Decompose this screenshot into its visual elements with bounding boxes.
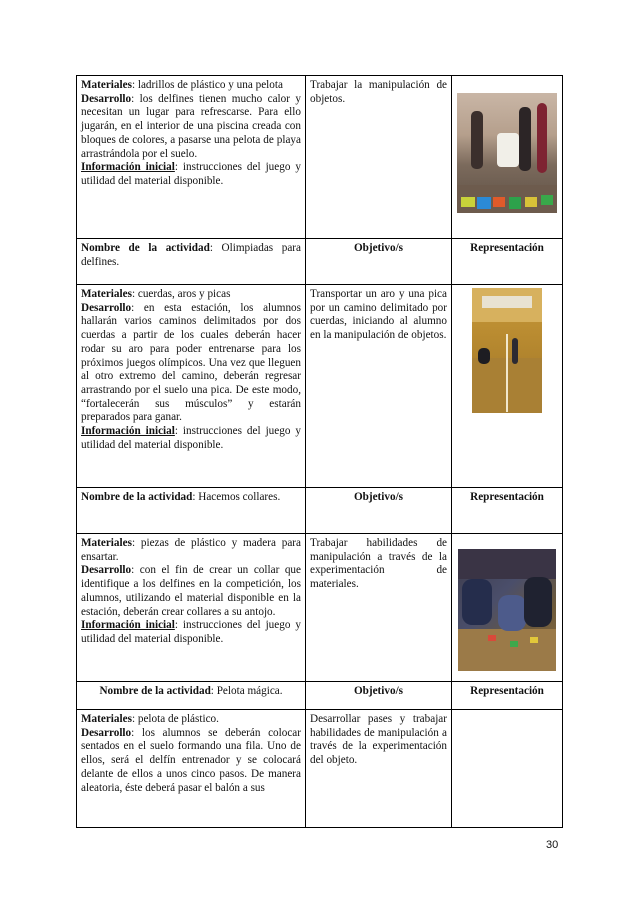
activities-table [76, 75, 563, 828]
materials-label: Materiales [81, 713, 132, 725]
materials-label: Materiales [81, 79, 132, 91]
development-label: Desarrollo [81, 301, 132, 314]
development-label: Desarrollo [81, 92, 132, 105]
activity-header-row [77, 682, 563, 710]
page-number: 30 [546, 839, 559, 851]
objective-cell [306, 534, 452, 682]
activity-name-text: : Olimpiadas para delfines. [81, 242, 302, 268]
development-text: : los delfines tienen mucho calor y necesitan un lugar para refrescarse. Para ello jugarán, en el interior de una piscina creada con bloques de colores, a pasarse una pelota de playa arrastrándola por el suelo. [81, 92, 301, 160]
activity-name-cell [77, 682, 306, 710]
representation-header: Representación [452, 488, 563, 534]
representation-header: Representación [452, 682, 563, 710]
activity-row [77, 285, 563, 488]
development-label: Desarrollo [81, 564, 132, 577]
objective-cell [306, 285, 452, 488]
objective-text: Trabajar la manipulación de objetos. [310, 79, 447, 105]
photo-children-on-floor [458, 549, 556, 671]
objective-header: Objetivo/s [306, 488, 452, 534]
development-text: : los alumnos se deberán colocar sentados en el suelo formando una fila. Uno de ellos, será el delfín entrenador y se colocará delante de ellos a unos cinco pasos. De manera aleatoria, éste deberá pasar el balón a sus [81, 726, 301, 794]
objective-header: Objetivo/s [306, 682, 452, 710]
development-text: : con el fin de crear un collar que identifique a los delfines en la competición, los alumnos, utilizando el material disponible en la estación, deberán crear collares a su antojo. [81, 564, 301, 618]
photo-gym-hallway [472, 288, 542, 413]
activity-name-cell [77, 239, 306, 285]
objective-text: Transportar un aro y una pica por un camino delimitado por cuerdas, iniciando al alumno en la manipulación de objetos. [310, 288, 447, 342]
objective-header: Objetivo/s [306, 239, 452, 285]
development-label: Desarrollo [81, 726, 132, 739]
materials-label: Materiales [81, 288, 132, 300]
representation-header: Representación [452, 239, 563, 285]
activity-name-label: Nombre de la actividad [99, 685, 211, 697]
representation-cell [452, 76, 563, 239]
materials-label: Materiales [81, 537, 132, 549]
photo-children-colored-blocks [457, 93, 557, 213]
objective-cell [306, 76, 452, 239]
objective-text: Trabajar habilidades de manipulación a través de la experimentación de materiales. [310, 537, 447, 591]
description-cell [77, 76, 306, 239]
activity-name-text: : Hacemos collares. [192, 491, 281, 503]
objective-cell [306, 710, 452, 828]
activity-row [77, 76, 563, 239]
activity-row [77, 534, 563, 682]
activity-header-row [77, 239, 563, 285]
materials-text: : ladrillos de plástico y una pelota [131, 79, 283, 91]
description-cell [77, 710, 306, 828]
development-text: : en esta estación, los alumnos hallarán varios caminos delimitados por dos cuerdas a partir de los cuales deberán hacer rodar su aro para poder entrenarse para los próximos juegos olímpicos. Una vez que lleguen al otro extremo del camino, deberán regresar arrastrando por el suelo una pica. De este modo, “fortalecerán sus músculos” y estarán preparados para ganar. [81, 301, 301, 424]
activity-name-label: Nombre de la actividad [81, 242, 210, 254]
objective-text: Desarrollar pases y trabajar habilidades de manipulación a través de la experimentación del objeto. [310, 713, 447, 767]
activity-name-cell [77, 488, 306, 534]
info-label: Información inicial [81, 425, 175, 438]
description-cell [77, 285, 306, 488]
activity-row [77, 710, 563, 828]
info-text: : instrucciones del juego y utilidad del material disponible. [81, 619, 301, 645]
description-cell [77, 534, 306, 682]
representation-cell [452, 534, 563, 682]
materials-text: : cuerdas, aros y picas [131, 288, 231, 300]
info-text: : instrucciones del juego y utilidad del material disponible. [81, 161, 301, 187]
materials-text: : piezas de plástico y madera para ensartar. [81, 537, 301, 563]
materials-text: : pelota de plástico. [131, 713, 219, 725]
representation-cell [452, 710, 563, 828]
representation-cell [452, 285, 563, 488]
activity-header-row [77, 488, 563, 534]
info-label: Información inicial [81, 161, 175, 174]
activity-name-text: : Pelota mágica. [210, 685, 283, 697]
activity-name-label: Nombre de la actividad [81, 491, 193, 503]
info-label: Información inicial [81, 619, 175, 632]
info-text: : instrucciones del juego y utilidad del material disponible. [81, 425, 301, 451]
